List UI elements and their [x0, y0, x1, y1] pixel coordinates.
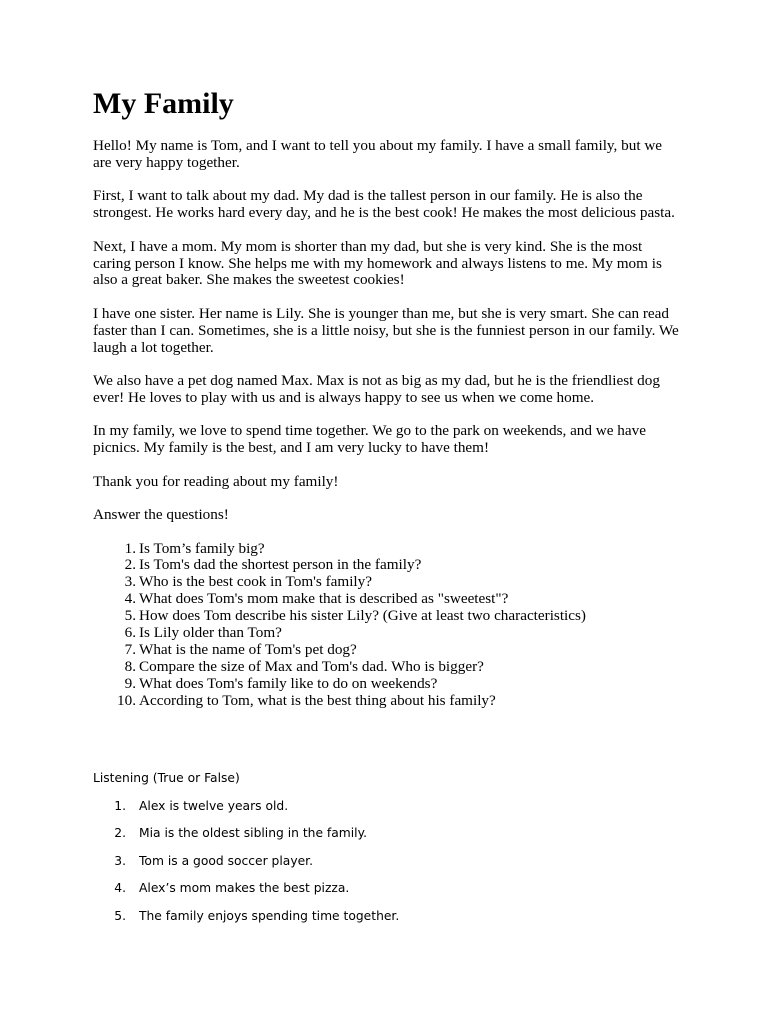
- question-text: Who is the best cook in Tom's family?: [139, 573, 372, 591]
- together-paragraph: In my family, we love to spend time together. We go to the park on weekends, and we have picnics. My family is the best, and I am very lucky to have them!: [93, 422, 646, 457]
- true-false-item: [93, 853, 399, 880]
- question-item: [93, 591, 683, 608]
- question-item: [93, 676, 683, 693]
- page-title: My Family: [93, 87, 234, 120]
- question-number: 9.: [124, 674, 136, 692]
- question-item: [93, 693, 683, 710]
- statement-text: Mia is the oldest sibling in the family.: [139, 826, 368, 841]
- dad-paragraph: First, I want to talk about my dad. My dad is the tallest person in our family. He is also the strongest. He works hard every day, and he is the best cook! He makes the most delicious pasta.: [93, 187, 675, 222]
- mom-paragraph: Next, I have a mom. My mom is shorter than my dad, but she is very kind. She is the most caring person I know. She helps me with my homework and always listens to me. My mom is also a great baker. She makes the sweetest cookies!: [93, 237, 662, 289]
- true-false-list: [93, 798, 399, 935]
- document-page: [93, 84, 683, 923]
- question-item: [93, 557, 683, 574]
- dog-paragraph: We also have a pet dog named Max. Max is not as big as my dad, but he is the friendliest dog ever! He loves to play with us and is always happy to see us when we come home.: [93, 372, 660, 406]
- question-item: [93, 574, 683, 591]
- question-number: 6.: [124, 624, 136, 642]
- question-text: What is the name of Tom's pet dog?: [139, 640, 357, 658]
- statement-text: Tom is a good soccer player.: [139, 853, 313, 868]
- statement-number: 5.: [114, 908, 126, 923]
- question-number: 7.: [124, 640, 136, 658]
- question-item: [93, 642, 683, 659]
- intro-paragraph: Hello! My name is Tom, and I want to tell you about my family. I have a small family, but we are very happy together.: [93, 137, 663, 171]
- question-text: Is Lily older than Tom?: [139, 624, 282, 642]
- listening-heading: Listening (True or False): [93, 771, 240, 785]
- thanks-paragraph: Thank you for reading about my family!: [93, 472, 339, 490]
- instructions-paragraph: Answer the questions!: [93, 506, 229, 524]
- statement-number: 3.: [114, 853, 126, 868]
- statement-text: Alex is twelve years old.: [139, 799, 289, 813]
- question-text: Is Tom’s family big?: [139, 539, 265, 557]
- question-text: How does Tom describe his sister Lily? (Give at least two characteristics): [139, 607, 586, 625]
- question-item: [93, 659, 683, 676]
- question-item: [93, 541, 683, 558]
- statement-number: 2.: [114, 826, 126, 841]
- question-item: [93, 625, 683, 642]
- statement-text: Alex’s mom makes the best pizza.: [139, 881, 350, 896]
- question-text: Is Tom's dad the shortest person in the family?: [139, 556, 422, 574]
- true-false-item: [93, 798, 399, 825]
- question-number: 10.: [117, 691, 136, 709]
- question-text: What does Tom's family like to do on weekends?: [139, 674, 438, 692]
- sister-paragraph: I have one sister. Her name is Lily. She is younger than me, but she is very smart. She can read faster than I can. Sometimes, she is a little noisy, but she is the funniest person in our family. We laugh a lot together.: [93, 304, 679, 356]
- question-number: 4.: [124, 590, 136, 608]
- statement-number: 4.: [114, 881, 126, 896]
- true-false-item: [93, 908, 399, 935]
- question-number: 5.: [124, 607, 136, 625]
- true-false-item: [93, 880, 399, 907]
- question-number: 8.: [124, 657, 136, 675]
- question-number: 3.: [124, 573, 136, 591]
- question-number: 1.: [124, 539, 136, 557]
- statement-text: The family enjoys spending time together.: [139, 908, 400, 923]
- statement-number: 1.: [114, 799, 126, 813]
- question-item: [93, 608, 683, 625]
- question-text: What does Tom's mom make that is described as "sweetest"?: [139, 590, 509, 608]
- question-text: Compare the size of Max and Tom's dad. Who is bigger?: [139, 657, 484, 675]
- questions-list: [93, 541, 683, 710]
- true-false-item: [93, 825, 399, 852]
- question-text: According to Tom, what is the best thing about his family?: [139, 691, 496, 709]
- question-number: 2.: [124, 556, 136, 574]
